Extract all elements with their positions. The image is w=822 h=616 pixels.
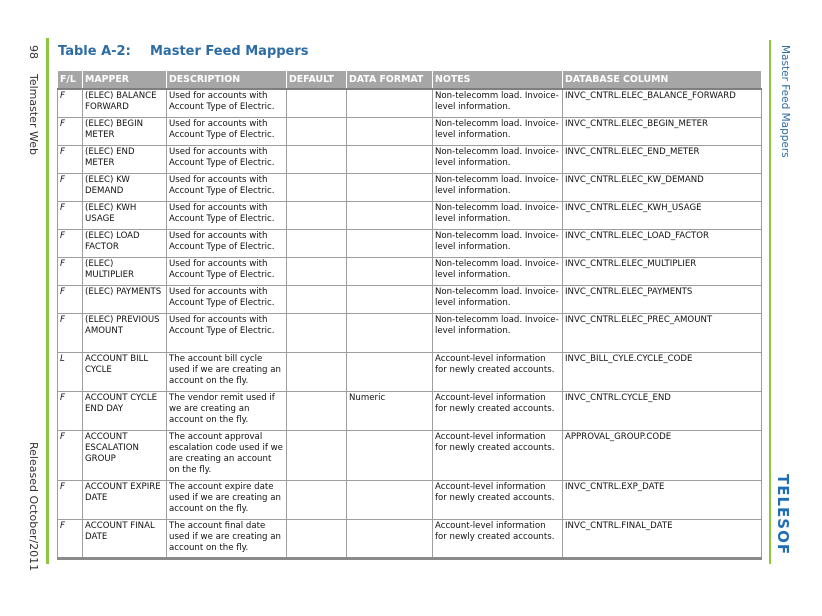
cell-fl: F [58,391,83,430]
cell-column: INVC_CNTRL.ELEC_PAYMENTS [563,285,762,313]
column-header: NOTES [433,71,563,90]
cell-notes: Non-telecomm load. Invoice-level information. [433,257,563,285]
company-logo: TELESOF [774,474,792,556]
mapper-table [57,70,762,560]
table-row [58,145,762,173]
cell-mapper: (ELEC) LOAD FACTOR [83,229,167,257]
cell-description: Used for accounts with Account Type of Electric. [167,229,287,257]
table-row [58,391,762,430]
cell-description: The vendor remit used if we are creating an account on the fly. [167,391,287,430]
table-row [58,352,762,391]
cell-default [287,519,347,558]
cell-mapper: (ELEC) END METER [83,145,167,173]
cell-mapper: (ELEC) BEGIN METER [83,117,167,145]
cell-column: INVC_CNTRL.ELEC_KWH_USAGE [563,201,762,229]
table-row [58,285,762,313]
cell-format [347,352,433,391]
cell-fl: F [58,430,83,480]
cell-format [347,257,433,285]
cell-fl: F [58,89,83,117]
table-row [58,173,762,201]
cell-column: INVC_CNTRL.ELEC_LOAD_FACTOR [563,229,762,257]
cell-format [347,117,433,145]
cell-notes: Non-telecomm load. Invoice-level information. [433,229,563,257]
cell-description: The account final date used if we are creating an account on the fly. [167,519,287,558]
table-row [58,89,762,117]
cell-notes: Account-level information for newly created accounts. [433,352,563,391]
table-row [58,117,762,145]
table-row [58,229,762,257]
right-margin-rule [769,40,771,564]
cell-notes: Account-level information for newly created accounts. [433,480,563,519]
cell-fl: F [58,480,83,519]
column-header: MAPPER [83,71,167,90]
cell-description: Used for accounts with Account Type of Electric. [167,173,287,201]
cell-format [347,201,433,229]
cell-notes: Non-telecomm load. Invoice-level information. [433,145,563,173]
cell-default [287,313,347,352]
cell-notes: Account-level information for newly created accounts. [433,519,563,558]
cell-column: INVC_CNTRL.ELEC_MULTIPLIER [563,257,762,285]
column-header: DESCRIPTION [167,71,287,90]
page-number: 98 [27,45,40,59]
cell-default [287,352,347,391]
book-title: Telmaster Web [27,74,40,155]
cell-description: Used for accounts with Account Type of Electric. [167,257,287,285]
cell-fl: F [58,229,83,257]
column-header: DATABASE COLUMN [563,71,762,90]
cell-column: INVC_CNTRL.ELEC_BALANCE_FORWARD [563,89,762,117]
cell-mapper: ACCOUNT BILL CYCLE [83,352,167,391]
cell-notes: Account-level information for newly created accounts. [433,391,563,430]
cell-column: INVC_CNTRL.EXP_DATE [563,480,762,519]
cell-default [287,257,347,285]
cell-column: APPROVAL_GROUP.CODE [563,430,762,480]
cell-format [347,145,433,173]
cell-fl: F [58,117,83,145]
cell-column: INVC_CNTRL.ELEC_KW_DEMAND [563,173,762,201]
cell-notes: Non-telecomm load. Invoice-level information. [433,173,563,201]
cell-format [347,480,433,519]
cell-default [287,173,347,201]
left-margin-rule [46,38,49,564]
cell-notes: Non-telecomm load. Invoice-level information. [433,117,563,145]
column-header: DEFAULT [287,71,347,90]
cell-fl: F [58,313,83,352]
cell-format [347,430,433,480]
cell-notes: Account-level information for newly created accounts. [433,430,563,480]
cell-description: The account approval escalation code used if we are creating an account on the fly. [167,430,287,480]
cell-fl: F [58,173,83,201]
cell-default [287,391,347,430]
cell-column: INVC_BILL_CYLE.CYCLE_CODE [563,352,762,391]
cell-format [347,89,433,117]
table-caption [58,44,309,59]
section-title: Master Feed Mappers [779,45,791,158]
cell-column: INVC_CNTRL.ELEC_END_METER [563,145,762,173]
cell-notes: Non-telecomm load. Invoice-level information. [433,313,563,352]
cell-mapper: ACCOUNT FINAL DATE [83,519,167,558]
cell-default [287,201,347,229]
cell-mapper: ACCOUNT ESCALATION GROUP [83,430,167,480]
cell-format: Numeric [347,391,433,430]
table-title: Master Feed Mappers [150,44,309,59]
cell-default [287,117,347,145]
cell-description: The account expire date used if we are creating an account on the fly. [167,480,287,519]
cell-fl: F [58,145,83,173]
cell-fl: L [58,352,83,391]
cell-fl: F [58,257,83,285]
cell-fl: F [58,519,83,558]
cell-default [287,89,347,117]
cell-column: INVC_CNTRL.CYCLE_END [563,391,762,430]
cell-mapper: (ELEC) KWH USAGE [83,201,167,229]
cell-mapper: ACCOUNT CYCLE END DAY [83,391,167,430]
cell-default [287,480,347,519]
cell-format [347,519,433,558]
table-label: Table A-2: [58,44,131,59]
cell-mapper: (ELEC) BALANCE FORWARD [83,89,167,117]
cell-mapper: (ELEC) MULTIPLIER [83,257,167,285]
cell-column: INVC_CNTRL.FINAL_DATE [563,519,762,558]
cell-mapper: ACCOUNT EXPIRE DATE [83,480,167,519]
cell-column: INVC_CNTRL.ELEC_BEGIN_METER [563,117,762,145]
table-row [58,257,762,285]
column-header: F/L [58,71,83,90]
cell-mapper: (ELEC) PREVIOUS AMOUNT [83,313,167,352]
table-row [58,480,762,519]
cell-default [287,430,347,480]
table-row [58,201,762,229]
table-row [58,313,762,352]
cell-fl: F [58,285,83,313]
cell-description: Used for accounts with Account Type of Electric. [167,285,287,313]
cell-default [287,145,347,173]
cell-default [287,285,347,313]
cell-format [347,229,433,257]
cell-notes: Non-telecomm load. Invoice-level information. [433,285,563,313]
cell-column: INVC_CNTRL.ELEC_PREC_AMOUNT [563,313,762,352]
cell-notes: Non-telecomm load. Invoice-level information. [433,89,563,117]
cell-format [347,285,433,313]
cell-description: Used for accounts with Account Type of Electric. [167,313,287,352]
cell-description: Used for accounts with Account Type of Electric. [167,201,287,229]
column-header: DATA FORMAT [347,71,433,90]
cell-format [347,173,433,201]
cell-format [347,313,433,352]
cell-description: Used for accounts with Account Type of Electric. [167,117,287,145]
cell-description: Used for accounts with Account Type of Electric. [167,89,287,117]
table-row [58,519,762,558]
cell-default [287,229,347,257]
cell-mapper: (ELEC) PAYMENTS [83,285,167,313]
cell-notes: Non-telecomm load. Invoice-level information. [433,201,563,229]
table-header-row [58,71,762,90]
cell-fl: F [58,201,83,229]
table-row [58,430,762,480]
release-date: Released October/2011 [27,442,40,572]
cell-description: Used for accounts with Account Type of Electric. [167,145,287,173]
cell-description: The account bill cycle used if we are creating an account on the fly. [167,352,287,391]
cell-mapper: (ELEC) KW DEMAND [83,173,167,201]
